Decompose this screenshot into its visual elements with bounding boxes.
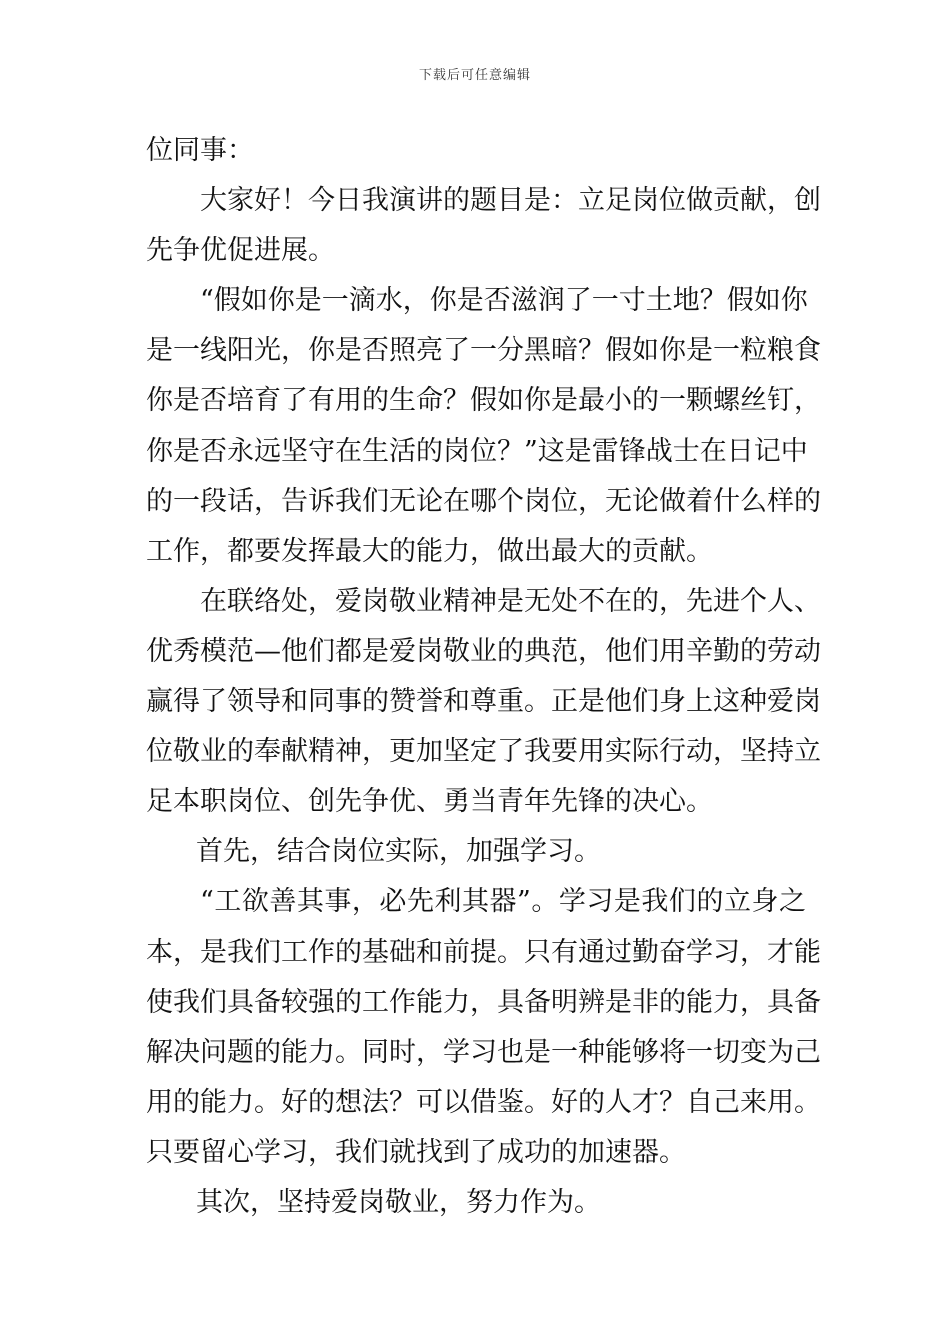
text-line: 首先，结合岗位实际，加强学习。 <box>196 836 601 868</box>
text-line: 在联络处，爱岗敬业精神是无处不在的，先进个人、 <box>200 585 821 617</box>
text-line: 工作，都要发挥最大的能力，做出最大的贡献。 <box>146 535 713 567</box>
text-line: 优秀模范—他们都是爱岗敬业的典范，他们用辛勤的劳动 <box>146 635 821 667</box>
text-line: 位同事： <box>146 135 254 166</box>
text-line: 使我们具备较强的工作能力，具备明辨是非的能力，具备 <box>146 986 821 1018</box>
text-line: 你是否永远坚守在生活的岗位？”这是雷锋战士在日记中 <box>146 435 808 467</box>
text-line: 的一段话，告诉我们无论在哪个岗位，无论做着什么样的 <box>146 485 821 517</box>
text-line: 只要留心学习，我们就找到了成功的加速器。 <box>146 1136 686 1168</box>
text-line: “假如你是一滴水，你是否滋润了一寸土地？假如你 <box>200 285 808 317</box>
text-line: 位敬业的奉献精神，更加坚定了我要用实际行动，坚持立 <box>146 736 821 768</box>
document-body <box>146 126 821 1228</box>
text-line: 足本职岗位、创先争优、勇当青年先锋的决心。 <box>146 786 713 818</box>
text-line: 其次，坚持爱岗敬业，努力作为。 <box>196 1186 601 1218</box>
text-line: 先争优促进展。 <box>146 235 335 267</box>
text-line: 用的能力。好的想法？可以借鉴。好的人才？自己来用。 <box>146 1086 821 1118</box>
text-line: 你是否培育了有用的生命？假如你是最小的一颗螺丝钉， <box>146 385 821 417</box>
text-line: 本，是我们工作的基础和前提。只有通过勤奋学习，才能 <box>146 936 821 968</box>
text-line: 是一线阳光，你是否照亮了一分黑暗？假如你是一粒粮食 <box>146 335 821 367</box>
page-header: 下载后可任意编辑 <box>418 68 531 83</box>
text-line: “工欲善其事，必先利其器”。学习是我们的立身之 <box>200 886 806 918</box>
text-line: 赢得了领导和同事的赞誉和尊重。正是他们身上这种爱岗 <box>146 686 821 718</box>
text-line: 大家好！今日我演讲的题目是：立足岗位做贡献，创 <box>200 185 821 217</box>
text-line: 解决问题的能力。同时，学习也是一种能够将一切变为己 <box>146 1036 821 1068</box>
